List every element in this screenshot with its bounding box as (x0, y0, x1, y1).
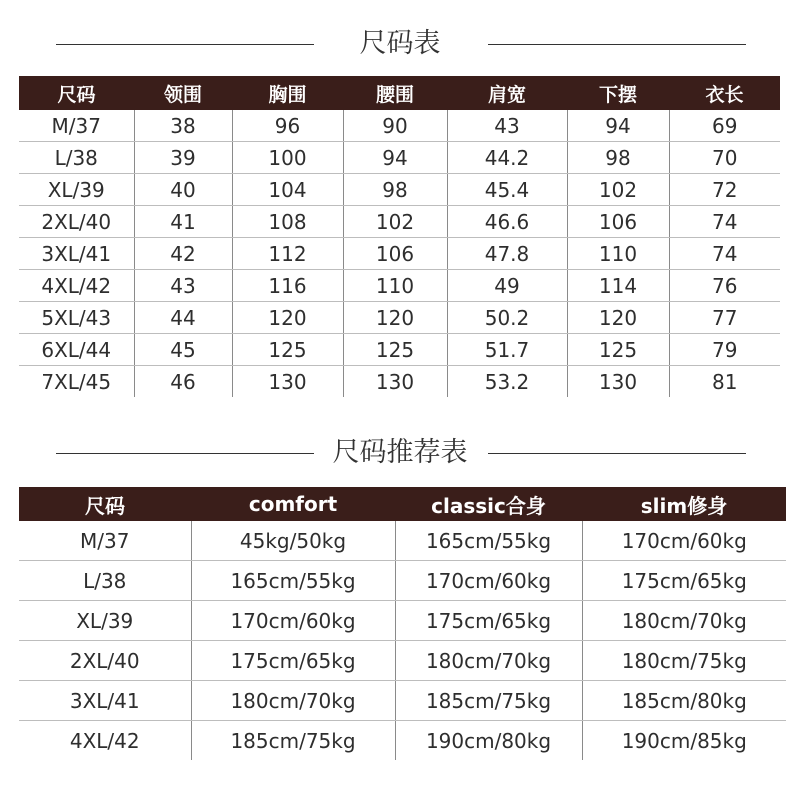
table-cell: 96 (232, 110, 343, 142)
size-label-cell: 2XL/40 (19, 206, 134, 238)
table-cell: 43 (134, 270, 232, 302)
table-cell: 180cm/70kg (191, 681, 395, 721)
recommend-chart-table (19, 487, 786, 760)
size-label-cell: 2XL/40 (19, 641, 191, 681)
table-cell: 94 (567, 110, 669, 142)
header-cell: 下摆 (567, 76, 669, 110)
table-cell: 190cm/80kg (395, 721, 582, 761)
table-cell: 90 (343, 110, 447, 142)
recommend-chart-header-row (19, 487, 786, 521)
table-cell: 165cm/55kg (395, 521, 582, 561)
header-cell: classic合身 (395, 487, 582, 521)
table-cell: 44 (134, 302, 232, 334)
table-cell: 100 (232, 142, 343, 174)
table-cell: 50.2 (447, 302, 567, 334)
table-row (19, 601, 786, 641)
size-label-cell: XL/39 (19, 601, 191, 641)
table-row (19, 681, 786, 721)
table-cell: 130 (232, 366, 343, 398)
table-row (19, 641, 786, 681)
table-cell: 102 (343, 206, 447, 238)
table-cell: 175cm/65kg (395, 601, 582, 641)
table-cell: 70 (669, 142, 780, 174)
table-cell: 108 (232, 206, 343, 238)
table-cell: 47.8 (447, 238, 567, 270)
table-cell: 125 (343, 334, 447, 366)
size-label-cell: 3XL/41 (19, 681, 191, 721)
table-cell: 112 (232, 238, 343, 270)
recommend-chart-title: 尺码推荐表 (332, 437, 468, 468)
table-cell: 180cm/70kg (395, 641, 582, 681)
table-row (19, 270, 780, 302)
table-cell: 40 (134, 174, 232, 206)
size-chart-table (19, 76, 780, 397)
title-divider-right (488, 44, 746, 45)
table-cell: 120 (232, 302, 343, 334)
table-cell: 175cm/65kg (582, 561, 786, 601)
header-cell: 腰围 (343, 76, 447, 110)
table-cell: 185cm/80kg (582, 681, 786, 721)
size-label-cell: 3XL/41 (19, 238, 134, 270)
table-cell: 53.2 (447, 366, 567, 398)
table-cell: 41 (134, 206, 232, 238)
table-row (19, 110, 780, 142)
table-cell: 98 (343, 174, 447, 206)
table-cell: 185cm/75kg (395, 681, 582, 721)
table-row (19, 561, 786, 601)
size-chart-header-row (19, 76, 780, 110)
size-chart-title: 尺码表 (359, 28, 441, 59)
table-cell: 110 (567, 238, 669, 270)
table-cell: 45 (134, 334, 232, 366)
table-cell: 46.6 (447, 206, 567, 238)
table-cell: 45kg/50kg (191, 521, 395, 561)
table-row (19, 334, 780, 366)
table-cell: 44.2 (447, 142, 567, 174)
table-cell: 43 (447, 110, 567, 142)
size-label-cell: 7XL/45 (41, 369, 112, 394)
header-cell: 尺码 (19, 76, 134, 110)
table-cell: 45.4 (447, 174, 567, 206)
table-row (19, 142, 780, 174)
size-label-cell: M/37 (19, 521, 191, 561)
table-row (19, 366, 780, 398)
header-cell: slim修身 (582, 487, 786, 521)
table-cell: 130 (567, 366, 669, 398)
table-cell: 94 (343, 142, 447, 174)
table-cell: 170cm/60kg (582, 521, 786, 561)
table-cell: 104 (232, 174, 343, 206)
table-cell: 49 (447, 270, 567, 302)
size-label-cell: 4XL/42 (69, 728, 140, 753)
table-row (19, 302, 780, 334)
table-cell: 72 (669, 174, 780, 206)
title-divider-right (488, 453, 746, 454)
table-cell: 185cm/75kg (191, 721, 395, 761)
table-cell: 120 (343, 302, 447, 334)
table-cell: 79 (669, 334, 780, 366)
table-row (19, 238, 780, 270)
table-row (19, 174, 780, 206)
table-cell: 39 (134, 142, 232, 174)
size-label-cell: 6XL/44 (19, 334, 134, 366)
table-cell: 175cm/65kg (191, 641, 395, 681)
table-row (19, 521, 786, 561)
header-cell: 胸围 (232, 76, 343, 110)
table-cell: 180cm/75kg (582, 641, 786, 681)
size-label-cell: 5XL/43 (19, 302, 134, 334)
table-cell: 76 (669, 270, 780, 302)
table-cell: 180cm/70kg (582, 601, 786, 641)
table-cell: 106 (567, 206, 669, 238)
table-cell: 98 (567, 142, 669, 174)
size-label-cell: L/38 (19, 561, 191, 601)
header-cell: 衣长 (669, 76, 780, 110)
size-label-cell: M/37 (19, 110, 134, 142)
table-cell: 69 (669, 110, 780, 142)
table-cell: 102 (567, 174, 669, 206)
size-label-cell: XL/39 (19, 174, 134, 206)
table-row (19, 206, 780, 238)
table-cell: 170cm/60kg (395, 561, 582, 601)
table-cell: 125 (232, 334, 343, 366)
size-label-cell: 4XL/42 (19, 270, 134, 302)
table-cell: 46 (134, 366, 232, 398)
table-cell: 77 (669, 302, 780, 334)
table-cell: 116 (232, 270, 343, 302)
table-cell: 110 (343, 270, 447, 302)
header-cell: 肩宽 (447, 76, 567, 110)
table-cell: 74 (669, 206, 780, 238)
table-cell: 165cm/55kg (191, 561, 395, 601)
table-row (19, 721, 786, 761)
table-cell: 38 (134, 110, 232, 142)
size-label-cell: L/38 (19, 142, 134, 174)
table-cell: 81 (669, 366, 780, 398)
table-cell: 106 (343, 238, 447, 270)
table-cell: 120 (567, 302, 669, 334)
table-cell: 42 (134, 238, 232, 270)
table-cell: 114 (567, 270, 669, 302)
table-cell: 170cm/60kg (191, 601, 395, 641)
header-cell: 领围 (134, 76, 232, 110)
table-cell: 74 (669, 238, 780, 270)
table-cell: 130 (343, 366, 447, 398)
table-cell: 125 (567, 334, 669, 366)
header-cell: 尺码 (19, 487, 191, 521)
header-cell: comfort (191, 487, 395, 521)
table-cell: 51.7 (447, 334, 567, 366)
table-cell: 190cm/85kg (582, 721, 786, 761)
